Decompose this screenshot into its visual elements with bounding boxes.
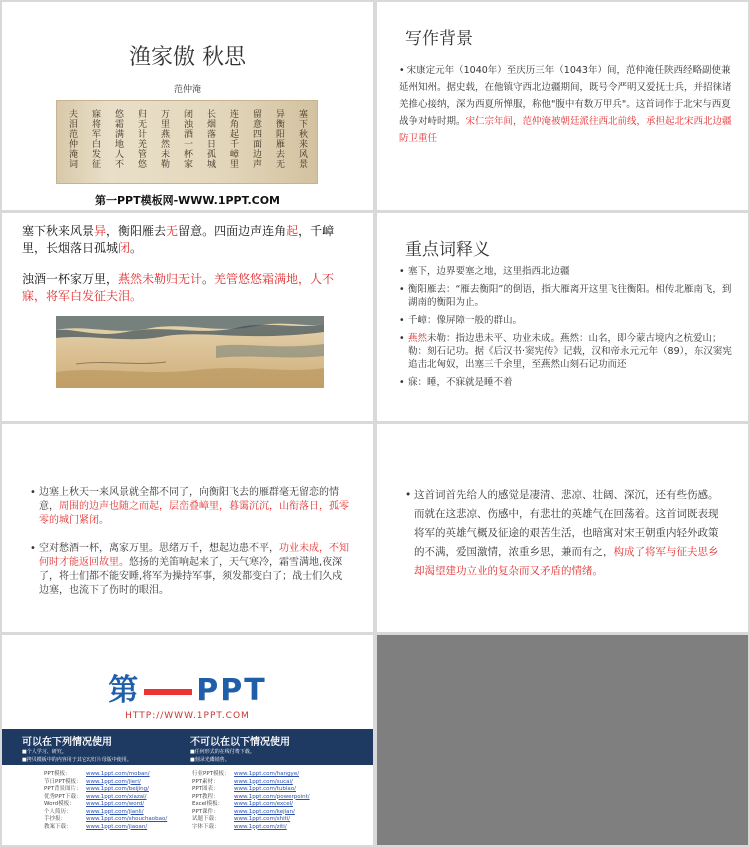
- highlight-text: 闭: [118, 241, 131, 255]
- highlight-text: 周围的边声也随之而起，层峦叠嶂里，暮霭沉沉，山衔落日，孤零零的城门紧闭。: [39, 501, 349, 526]
- link-label: 教案下载：: [44, 823, 72, 830]
- brand-logo: [2, 665, 373, 721]
- link-label: PPT图表：: [192, 786, 219, 792]
- link-url[interactable]: www.1ppt.com/shiti/: [234, 816, 291, 822]
- link-label: Excel模板：: [192, 801, 224, 807]
- glossary-list: [399, 265, 737, 394]
- calligraphy-column: 异衡阳雁去无: [274, 109, 284, 169]
- text-span: 未勒：指边患未平、功业未成。燕然：山名，即今蒙古境内之杭爱山；勒：刻石记功。据《后汉书·窦宪传》记载，汉和帝永元元年（89），东汉窦宪追击北匈奴，出塞三千余里，至燕然山刻石记功而还: [408, 333, 732, 370]
- text-span: 塞下，边界要塞之地，这里指西北边疆: [408, 266, 570, 277]
- text-span: 留意。四面边声连角: [178, 224, 287, 238]
- appreciation-text: [414, 486, 727, 581]
- highlight-text: 异: [94, 224, 107, 238]
- calligraphy-column: 万里燕然未勒: [159, 109, 169, 169]
- link-url[interactable]: www.1ppt.com/moban/: [86, 771, 150, 777]
- logo-first-char: 第: [108, 673, 141, 708]
- text-span: 这首词首先给人的感觉是凄清、悲凉、壮阔、深沉，还有些伤感。而就在这悲凉、伤感中，有悲壮的英雄气在回荡着。这首词既表现将军的英雄气概及征途的艰苦生活，也暗寓对宋王朝重内轻外政策的不满，爱国激情，浓重乡思，兼而有之，: [414, 489, 719, 558]
- list-item-text: [39, 542, 350, 598]
- calligraphy-column: 夫泪范仲淹词: [67, 109, 77, 169]
- link-label: PPT教程：: [192, 793, 219, 800]
- link-row: [192, 801, 367, 809]
- background-paragraph: [399, 62, 733, 147]
- bullet-dot-icon: •: [30, 487, 36, 498]
- list-item-text: [39, 486, 350, 528]
- calligraphy-column: 闭浊酒一杯家: [182, 109, 192, 169]
- text-span: 千嶂：像屏障一般的群山。: [408, 315, 523, 326]
- license-banner: [2, 729, 373, 765]
- link-label: PPT素材：: [192, 778, 219, 785]
- link-row: [192, 809, 367, 817]
- list-item-text: [408, 314, 522, 327]
- link-url[interactable]: www.1ppt.com/beijing/: [86, 786, 150, 792]
- cannot-use-line: ■任何形式的在线付费下载。: [190, 749, 255, 755]
- highlight-text: 起: [286, 224, 299, 238]
- logo-ppt-text: PPT: [196, 673, 267, 708]
- highlight-text: 燕然未勒归无计: [118, 272, 203, 286]
- logo-dash-icon: [144, 689, 192, 695]
- list-item-text: [408, 265, 570, 278]
- poem-stanza-2: [22, 271, 352, 305]
- paragraph-text: 宋康定元年（1040年）至庆历三年（1043年）间，范仲淹任陕西经略副使兼延州知州。据史载，在他镇守西北边疆期间，既号令严明又爱抚士兵，并招徕诸羌推心接纳，深为西夏所惮服，称他"腹中有数万甲兵"。这首词作于北宋与西夏战争对峙时期。: [399, 65, 732, 127]
- link-label: Word模板：: [44, 801, 75, 807]
- link-label: 字体下载：: [192, 823, 220, 830]
- link-url[interactable]: www.1ppt.com/jieri/: [86, 778, 141, 785]
- link-label: 手抄报：: [44, 816, 67, 822]
- text-span: 。: [202, 272, 215, 286]
- paragraph-highlight: 宋仁宗年间，范仲淹被朝廷派往西北前线，承担起北宋西北边疆防卫重任: [399, 116, 732, 144]
- can-use-line: ■拷贝模板中的内容用于其它幻灯片母版中使用。: [22, 757, 132, 763]
- brand-watermark: 第一PPT模板网-WWW.1PPT.COM: [94, 194, 281, 207]
- text-span: 衡阳雁去：“雁去衡阳”的倒语，指大雁离开这里飞往衡阳。相传北雁南飞，到湖南的衡阳为止。: [408, 284, 732, 308]
- list-item: [399, 283, 737, 309]
- bullet-dot-icon: •: [399, 284, 405, 295]
- slide-glossary[interactable]: [377, 213, 748, 421]
- list-item: [30, 542, 350, 598]
- link-url[interactable]: www.1ppt.com/xiazai/: [86, 793, 147, 800]
- text-span: 边塞上秋天一来风景就全都不同了，向衡阳飞去的雁群毫无留恋的情意，: [39, 487, 339, 512]
- text-span: 悠扬的羌笛响起来了，天气寒冷，霜雪满地,夜深了，将士们都不能安睡,将军为操持军事，须发都变白了；战士们久戍边塞，也流下了伤时的眼泪。: [39, 557, 343, 596]
- calligraphy-column: 长烟落日孤城: [205, 109, 215, 169]
- highlight-text: 无: [166, 224, 179, 238]
- slide-appreciation[interactable]: [377, 424, 748, 632]
- list-item-text: [408, 283, 737, 309]
- calligraphy-image: [56, 100, 318, 184]
- list-item: [405, 486, 727, 581]
- bullet-dot-icon: •: [399, 266, 405, 277]
- link-url[interactable]: www.1ppt.com/powerpoint/: [234, 793, 310, 800]
- bullet-dot-icon: •: [399, 315, 405, 326]
- list-item-text: [408, 376, 513, 389]
- calligraphy-column: 寐将军白发征: [90, 109, 100, 169]
- section-heading: 写作背景: [405, 29, 473, 49]
- list-item: [30, 486, 350, 528]
- link-label: PPT模板：: [44, 771, 71, 777]
- list-item: [399, 332, 737, 371]
- calligraphy-column: 悠霜满地人不: [113, 109, 123, 169]
- can-use-title: 可以在下列情况使用: [22, 737, 112, 748]
- translation-list: [30, 486, 350, 612]
- link-url[interactable]: www.1ppt.com/hangye/: [234, 771, 300, 777]
- link-url[interactable]: www.1ppt.com/ziti/: [234, 823, 287, 830]
- logo-url: HTTP://WWW.1PPT.COM: [125, 711, 250, 721]
- cannot-use-title: 不可以在以下情况使用: [190, 737, 290, 748]
- text-span: ，千嶂里，长烟落日孤城: [22, 224, 335, 255]
- poem-author: 范仲淹: [173, 85, 201, 95]
- bullet-dot-icon: •: [405, 489, 412, 501]
- calligraphy-column: 连角起千嶂里: [228, 109, 238, 169]
- link-label: 试题下载：: [192, 816, 220, 822]
- list-item: [399, 314, 737, 327]
- bullet-dot-icon: •: [399, 65, 405, 76]
- slide-poem-text[interactable]: [2, 213, 373, 421]
- link-url[interactable]: www.1ppt.com/jiaoan/: [86, 823, 148, 830]
- list-item: [399, 376, 737, 389]
- link-url[interactable]: www.1ppt.com/word/: [86, 801, 145, 807]
- text-span: ，衡阳雁去: [106, 224, 167, 238]
- highlight-text: 燕然: [408, 333, 428, 344]
- link-label: 节日PPT模板：: [44, 778, 82, 785]
- link-label: PPT课件：: [192, 808, 219, 815]
- link-url[interactable]: www.1ppt.com/kejian/: [234, 808, 295, 815]
- bullet-dot-icon: •: [399, 377, 405, 388]
- link-label: 优秀PPT下载：: [44, 793, 82, 800]
- calligraphy-column: 塞下秋来风景: [297, 109, 307, 169]
- list-item-text: [408, 332, 737, 371]
- poem-stanza-1: [22, 223, 352, 257]
- slide-background[interactable]: [377, 2, 748, 210]
- link-row: [192, 786, 367, 794]
- section-heading: 重点词释义: [405, 240, 490, 260]
- link-url[interactable]: www.1ppt.com/sucai/: [234, 778, 293, 785]
- link-row: [192, 824, 367, 832]
- link-label: 行业PPT模板：: [192, 771, 230, 777]
- link-url[interactable]: www.1ppt.com/excel/: [234, 801, 293, 807]
- link-row: [192, 771, 367, 779]
- link-row: [192, 779, 367, 787]
- empty-area: [377, 635, 748, 845]
- text-span: 空对愁酒一杯，离家万里。思绪万千，想起边患不平，: [39, 543, 279, 554]
- cannot-use-line: ■刻录光碟销售。: [190, 757, 230, 763]
- link-list-right: [192, 771, 367, 831]
- text-span: 塞下秋来风景: [22, 224, 95, 238]
- link-row: [192, 816, 367, 824]
- slide-license[interactable]: [2, 635, 373, 845]
- poem-title: 渔家傲 秋思: [129, 45, 246, 70]
- highlight-text: 羌管悠悠霜满地，人不寐，将军白发征夫泪。: [22, 272, 335, 303]
- text-span: 浊酒一杯家万里，: [22, 272, 119, 286]
- text-span: 寐：睡，不寐就是睡不着: [408, 377, 513, 388]
- calligraphy-column: 归无计羌管悠: [136, 109, 146, 169]
- slide-translation[interactable]: [2, 424, 373, 632]
- link-row: [192, 794, 367, 802]
- link-label: PPT背景图片：: [44, 786, 82, 792]
- list-item: [399, 265, 737, 278]
- text-span: 。: [130, 241, 143, 255]
- bullet-dot-icon: •: [30, 543, 36, 554]
- link-url[interactable]: www.1ppt.com/shouchaobao/: [86, 816, 168, 822]
- calligraphy-column: 留意四面边声: [251, 109, 261, 169]
- highlight-text: 构成了将军与征夫思乡却渴望建功立业的复杂而又矛盾的情绪。: [414, 546, 719, 577]
- can-use-line: ■个人学习、研究。: [22, 749, 67, 755]
- link-url[interactable]: www.1ppt.com/jianli/: [86, 808, 144, 815]
- link-url[interactable]: www.1ppt.com/tubiao/: [234, 786, 296, 792]
- bullet-dot-icon: •: [399, 333, 405, 344]
- link-label: 个人简历：: [44, 808, 72, 815]
- highlight-text: 功业未成，不知何时才能返回故里。: [39, 543, 349, 568]
- landscape-painting-image: [56, 316, 324, 388]
- slide-title[interactable]: [2, 2, 373, 210]
